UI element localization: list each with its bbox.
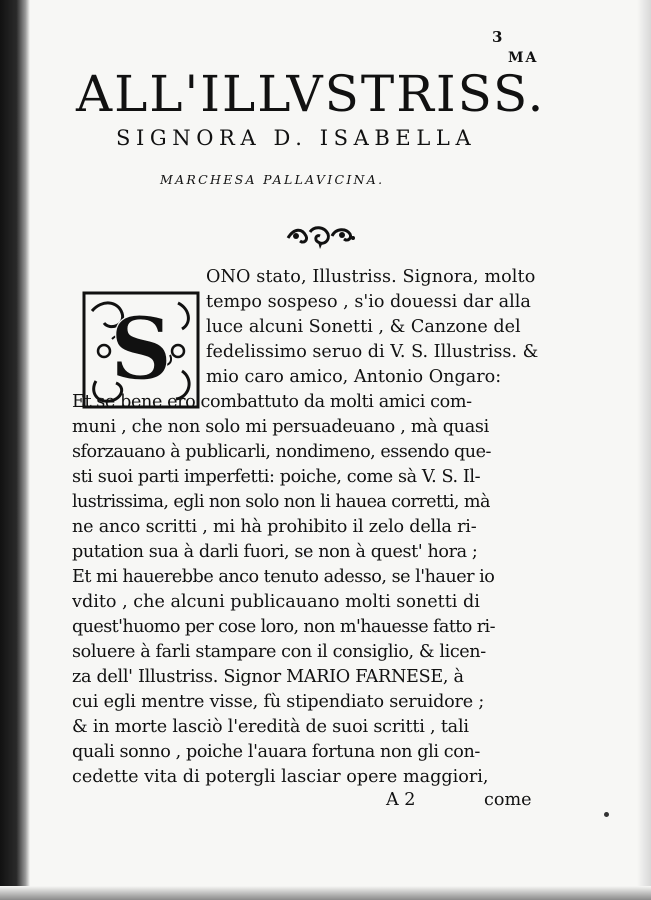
body-line: Et se bene ero combattuto da molti amici com- xyxy=(72,392,472,412)
body-line: Et mi hauerebbe anco tenuto adesso, se l'hauer io xyxy=(72,567,495,587)
fleuron-ornament-icon xyxy=(284,222,356,250)
body-line: ne anco scritti , mi hà prohibito il zelo della ri- xyxy=(72,517,477,537)
body-line: muni , che non solo mi persuadeuano , mà quasi xyxy=(72,417,489,437)
running-catchword: MA xyxy=(508,50,539,66)
svg-text:S: S xyxy=(109,299,173,400)
body-line: & in morte lasciò l'eredità de suoi scritti , tali xyxy=(72,717,469,737)
page-edge xyxy=(637,0,651,900)
dedicatee-title: MARCHESA PALLAVICINA. xyxy=(160,172,385,187)
catchword: come xyxy=(484,790,532,810)
binding-shadow xyxy=(0,0,30,900)
body-line: quali sonno , poiche l'auara fortuna non gli con- xyxy=(72,742,480,762)
body-line: luce alcuni Sonetti , & Canzone del xyxy=(206,317,521,337)
body-line: cui egli mentre visse, fù stipendiato seruidore ; xyxy=(72,692,485,712)
body-line: sti suoi parti imperfetti: poiche, come sà V. S. Il- xyxy=(72,467,481,487)
body-line: mio caro amico, Antonio Ongaro: xyxy=(206,367,502,387)
page-number: 3 xyxy=(492,28,503,46)
signature-mark: A 2 xyxy=(386,790,416,810)
body-line: quest'huomo per cose loro, non m'hauesse fatto ri- xyxy=(72,617,495,637)
dedicatee-name: SIGNORA D. ISABELLA xyxy=(116,126,477,150)
body-line: cedette vita di potergli lasciar opere maggiori, xyxy=(72,767,489,787)
body-line: vdito , che alcuni publicauano molti sonetti di xyxy=(72,592,480,612)
page-bottom-edge xyxy=(0,886,651,900)
body-line: sforzauano à publicarli, nondimeno, essendo que- xyxy=(72,442,491,462)
body-line: lustrissima, egli non solo non li hauea corretti, mà xyxy=(72,492,490,512)
body-line: za dell' Illustriss. Signor MARIO FARNESE, à xyxy=(72,667,464,687)
body-line: tempo sospeso , s'io douessi dar alla xyxy=(206,292,531,312)
body-line: soluere à farli stampare con il consiglio, & licen- xyxy=(72,642,486,662)
dedication-title: ALL'ILLVSTRISS. xyxy=(76,65,546,123)
body-line: ONO stato, Illustriss. Signora, molto xyxy=(206,267,536,287)
margin-mark xyxy=(604,812,609,817)
body-line: fedelissimo seruo di V. S. Illustriss. & xyxy=(206,342,539,362)
body-line: putation sua à darli fuori, se non à quest' hora ; xyxy=(72,542,478,562)
